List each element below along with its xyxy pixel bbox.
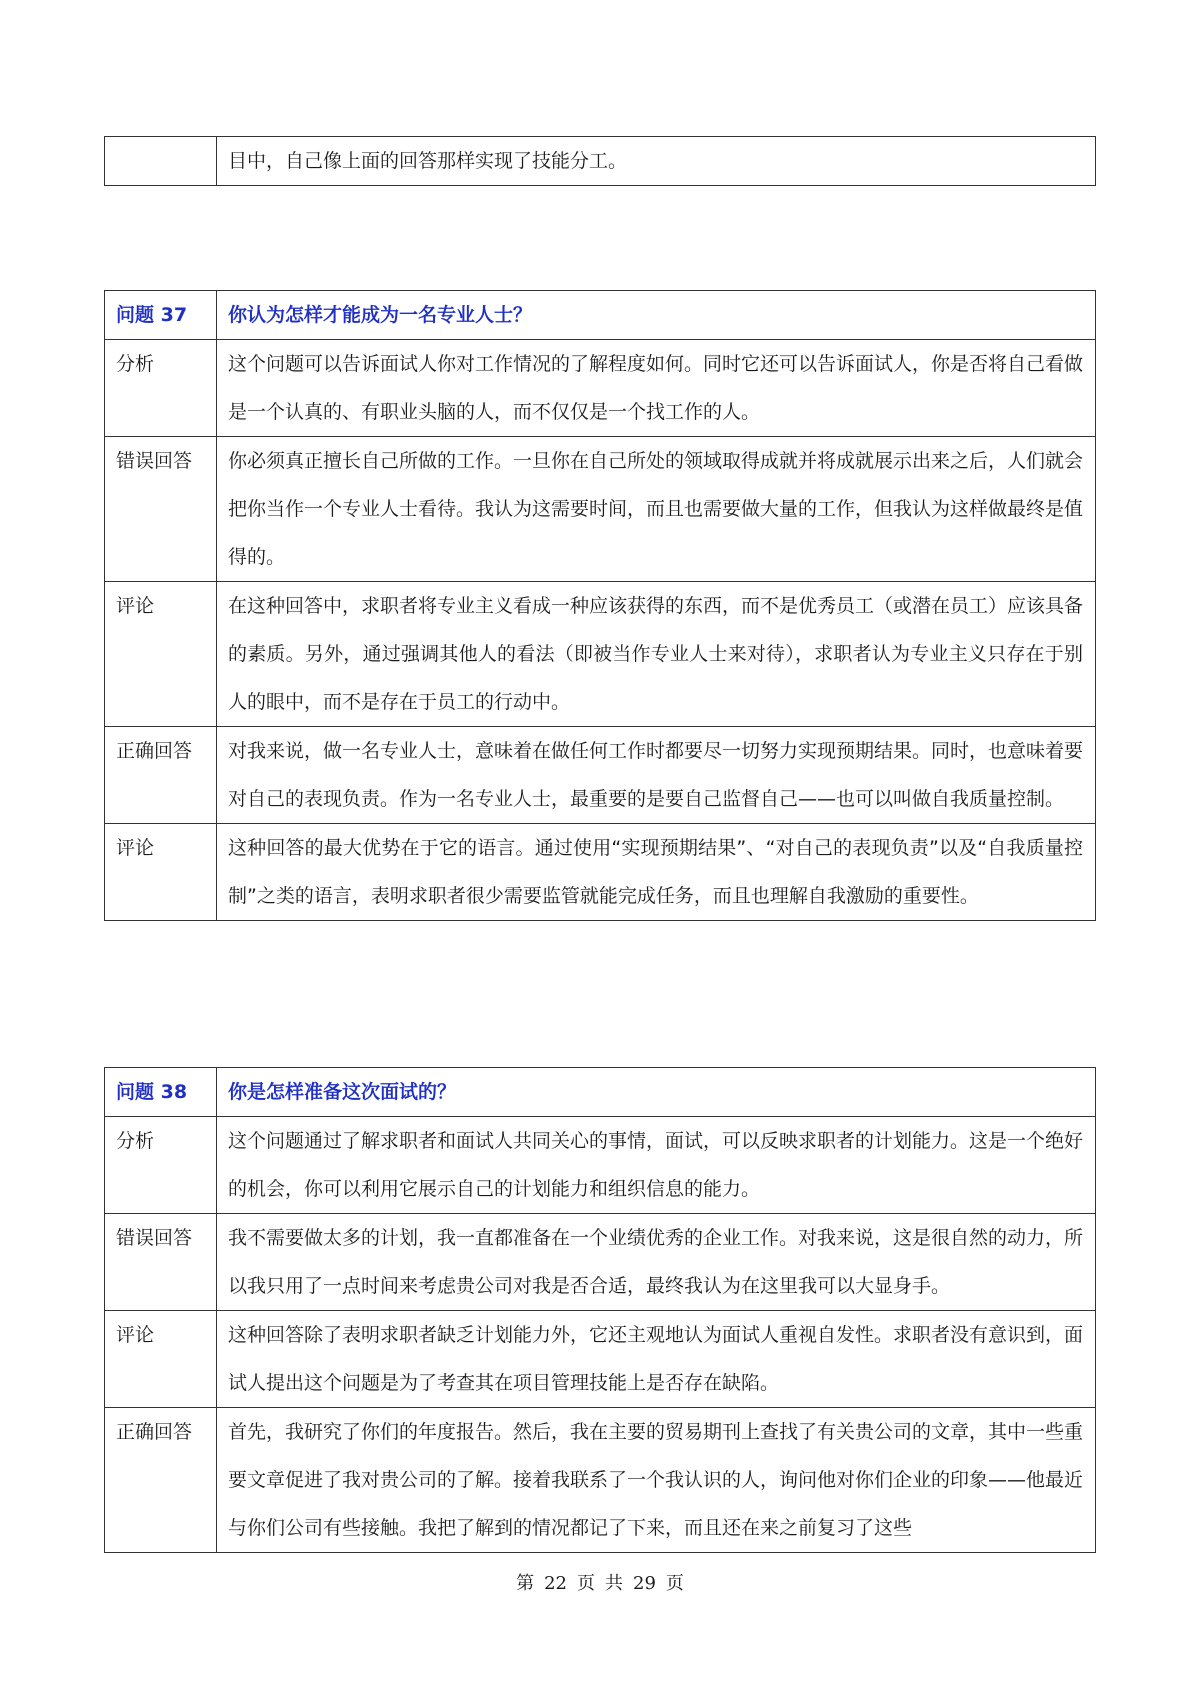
row-content: 这种回答的最大优势在于它的语言。通过使用“实现预期结果”、“对自己的表现负责”以及“自我质量控制”之类的语言，表明求职者很少需要监管就能完成任务，而且也理解自我激励的重要性。 bbox=[217, 824, 1096, 921]
footer-word-ye: 页 bbox=[577, 1573, 595, 1594]
footer-word-ye-2: 页 bbox=[665, 1573, 684, 1594]
total-page-count: 29 bbox=[633, 1573, 656, 1594]
row-label: 评论 bbox=[105, 582, 217, 727]
row-label: 分析 bbox=[105, 1117, 217, 1214]
row-content: 我不需要做太多的计划，我一直都准备在一个业绩优秀的企业工作。对我来说，这是很自然的动力，所以我只用了一点时间来考虑贵公司对我是否合适，最终我认为在这里我可以大显身手。 bbox=[217, 1214, 1096, 1311]
table-row bbox=[105, 137, 1096, 186]
question-title: 你认为怎样才能成为一名专业人士？ bbox=[217, 291, 1096, 340]
table-row bbox=[105, 1117, 1096, 1214]
current-page-number: 22 bbox=[544, 1573, 567, 1594]
table-row bbox=[105, 437, 1096, 582]
table-row bbox=[105, 582, 1096, 727]
table-row bbox=[105, 727, 1096, 824]
row-label: 评论 bbox=[105, 824, 217, 921]
page-footer bbox=[0, 1569, 1200, 1595]
row-label: 错误回答 bbox=[105, 437, 217, 582]
table-row bbox=[105, 1408, 1096, 1553]
table-row bbox=[105, 824, 1096, 921]
question-38-table bbox=[104, 1067, 1096, 1553]
footer-word-gong: 共 bbox=[605, 1573, 623, 1594]
question-header-row bbox=[105, 1068, 1096, 1117]
continuation-table bbox=[104, 136, 1096, 186]
row-label bbox=[105, 137, 217, 186]
question-37-table bbox=[104, 290, 1096, 921]
row-content: 对我来说，做一名专业人士，意味着在做任何工作时都要尽一切努力实现预期结果。同时，也意味着要对自己的表现负责。作为一名专业人士，最重要的是要自己监督自己——也可以叫做自我质量控制。 bbox=[217, 727, 1096, 824]
question-header-row bbox=[105, 291, 1096, 340]
table-row bbox=[105, 1311, 1096, 1408]
row-content: 这个问题可以告诉面试人你对工作情况的了解程度如何。同时它还可以告诉面试人，你是否将自己看做是一个认真的、有职业头脑的人，而不仅仅是一个找工作的人。 bbox=[217, 340, 1096, 437]
row-label: 错误回答 bbox=[105, 1214, 217, 1311]
row-label: 评论 bbox=[105, 1311, 217, 1408]
table-row bbox=[105, 1214, 1096, 1311]
question-number: 问题 38 bbox=[105, 1068, 217, 1117]
question-number: 问题 37 bbox=[105, 291, 217, 340]
row-content: 你必须真正擅长自己所做的工作。一旦你在自己所处的领域取得成就并将成就展示出来之后，人们就会把你当作一个专业人士看待。我认为这需要时间，而且也需要做大量的工作，但我认为这样做最终是值得的。 bbox=[217, 437, 1096, 582]
row-content: 这个问题通过了解求职者和面试人共同关心的事情，面试，可以反映求职者的计划能力。这是一个绝好的机会，你可以利用它展示自己的计划能力和组织信息的能力。 bbox=[217, 1117, 1096, 1214]
row-content: 在这种回答中，求职者将专业主义看成一种应该获得的东西，而不是优秀员工（或潜在员工）应该具备的素质。另外，通过强调其他人的看法（即被当作专业人士来对待），求职者认为专业主义只存在于别人的眼中，而不是存在于员工的行动中。 bbox=[217, 582, 1096, 727]
row-label: 正确回答 bbox=[105, 727, 217, 824]
row-content: 目中，自己像上面的回答那样实现了技能分工。 bbox=[217, 137, 1096, 186]
row-label: 分析 bbox=[105, 340, 217, 437]
table-row bbox=[105, 340, 1096, 437]
row-content: 这种回答除了表明求职者缺乏计划能力外，它还主观地认为面试人重视自发性。求职者没有意识到，面试人提出这个问题是为了考查其在项目管理技能上是否存在缺陷。 bbox=[217, 1311, 1096, 1408]
row-content: 首先，我研究了你们的年度报告。然后，我在主要的贸易期刊上查找了有关贵公司的文章，其中一些重要文章促进了我对贵公司的了解。接着我联系了一个我认识的人，询问他对你们企业的印象——他最近与你们公司有些接触。我把了解到的情况都记了下来，而且还在来之前复习了这些 bbox=[217, 1408, 1096, 1553]
footer-word-di: 第 bbox=[516, 1573, 535, 1594]
row-label: 正确回答 bbox=[105, 1408, 217, 1553]
question-title: 你是怎样准备这次面试的？ bbox=[217, 1068, 1096, 1117]
